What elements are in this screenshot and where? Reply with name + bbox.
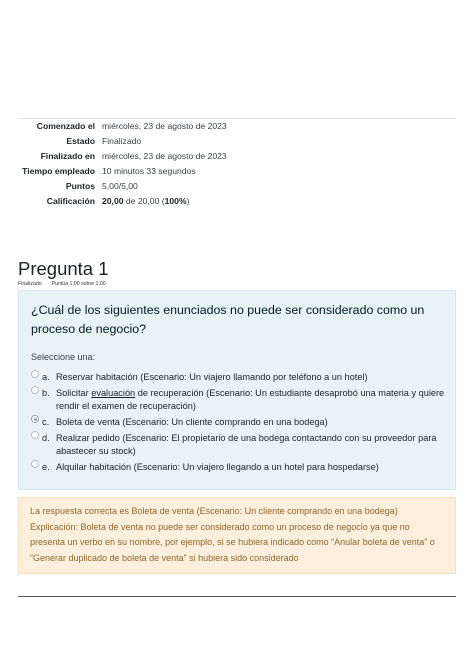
summary-value: miércoles, 23 de agosto de 2023 bbox=[102, 151, 227, 161]
summary-label: Finalizado en bbox=[40, 151, 95, 161]
radio-button-selected[interactable] bbox=[31, 415, 39, 423]
grade-end: ) bbox=[186, 196, 190, 206]
summary-value: Finalizado bbox=[102, 136, 142, 146]
answer-letter: c. bbox=[42, 417, 50, 427]
summary-row-time bbox=[18, 164, 456, 179]
answer-option-d[interactable] bbox=[31, 432, 451, 458]
answer-option-c[interactable] bbox=[31, 416, 451, 429]
radio-button[interactable] bbox=[31, 460, 39, 468]
grade-value: 20,00 bbox=[102, 196, 124, 206]
summary-label: Puntos bbox=[65, 181, 95, 191]
summary-value: miércoles, 23 de agosto de 2023 bbox=[102, 121, 227, 131]
grade-mid: de 20,00 ( bbox=[123, 196, 165, 206]
answer-text bbox=[56, 387, 451, 413]
answer-letter: e. bbox=[42, 462, 50, 472]
answer-text-underlined: evaluación bbox=[91, 388, 136, 398]
question-state: Finalizado bbox=[18, 281, 42, 287]
summary-value bbox=[102, 195, 456, 208]
radio-button[interactable] bbox=[31, 370, 39, 378]
question-title: Pregunta 1 bbox=[18, 258, 109, 279]
answer-letter: b. bbox=[42, 388, 50, 398]
summary-value: 5,00/5,00 bbox=[102, 181, 138, 191]
question-info bbox=[18, 281, 106, 287]
summary-label: Tiempo empleado bbox=[22, 166, 95, 176]
divider bbox=[18, 596, 456, 597]
summary-label: Estado bbox=[66, 136, 95, 146]
answer-prompt: Seleccione una: bbox=[31, 352, 96, 362]
answer-text: Alquilar habitación (Escenario: Un viajero llegando a un hotel para hospedarse) bbox=[56, 462, 379, 472]
answer-text: Boleta de venta (Escenario: Un cliente comprando en una bodega) bbox=[56, 417, 328, 427]
answer-letter: a. bbox=[42, 372, 50, 382]
answer-text-post: de recuperación (Escenario: Un estudiante desaprobó una materia y quiere rendir el examen de recuperación) bbox=[56, 388, 445, 411]
answer-option-b[interactable] bbox=[31, 387, 451, 413]
radio-button[interactable] bbox=[31, 386, 39, 394]
summary-row-started bbox=[18, 119, 456, 134]
feedback-box bbox=[18, 497, 456, 574]
summary-label: Calificación bbox=[46, 196, 95, 206]
answer-option-e[interactable] bbox=[31, 461, 451, 474]
correct-answer-text: La respuesta correcta es Boleta de venta (Escenario: Un cliente comprando en una bodega) bbox=[30, 506, 398, 516]
question-text: ¿Cuál de los siguientes enunciados no puede ser considerado como un proceso de negocio? bbox=[31, 303, 425, 336]
summary-row-state bbox=[18, 134, 456, 149]
explanation-text: Explicación: Boleta de venta no puede ser considerado como un proceso de negocio ya que no presenta un verbo en su nombre, por ejemplo, si se hubiera indicado como “Anular boleta de venta” o “Generar duplicado de boleta de venta” si hubiera sido considerado bbox=[30, 521, 435, 563]
summary-row-points bbox=[18, 179, 456, 194]
attempt-summary-table bbox=[18, 118, 456, 209]
answer-text-pre: Solicitar bbox=[56, 388, 92, 398]
summary-row-grade bbox=[18, 194, 456, 209]
question-score: Puntúa 1,00 sobre 1,00 bbox=[51, 281, 106, 287]
grade-percent: 100% bbox=[164, 196, 187, 206]
answer-option-a[interactable] bbox=[31, 371, 451, 384]
answer-text: Realizar pedido (Escenario: El propietario de una bodega contactando con su proveedor para abastecer su stock) bbox=[56, 433, 437, 456]
question-content-box bbox=[18, 290, 456, 490]
summary-value: 10 minutos 33 segundos bbox=[102, 166, 196, 176]
summary-label: Comenzado el bbox=[36, 121, 95, 131]
answer-letter: d. bbox=[42, 433, 50, 443]
answer-list bbox=[31, 371, 451, 477]
answer-text: Reservar habitación (Escenario: Un viajero llamando por teléfono a un hotel) bbox=[56, 372, 368, 382]
radio-button[interactable] bbox=[31, 431, 39, 439]
summary-row-finished bbox=[18, 149, 456, 164]
